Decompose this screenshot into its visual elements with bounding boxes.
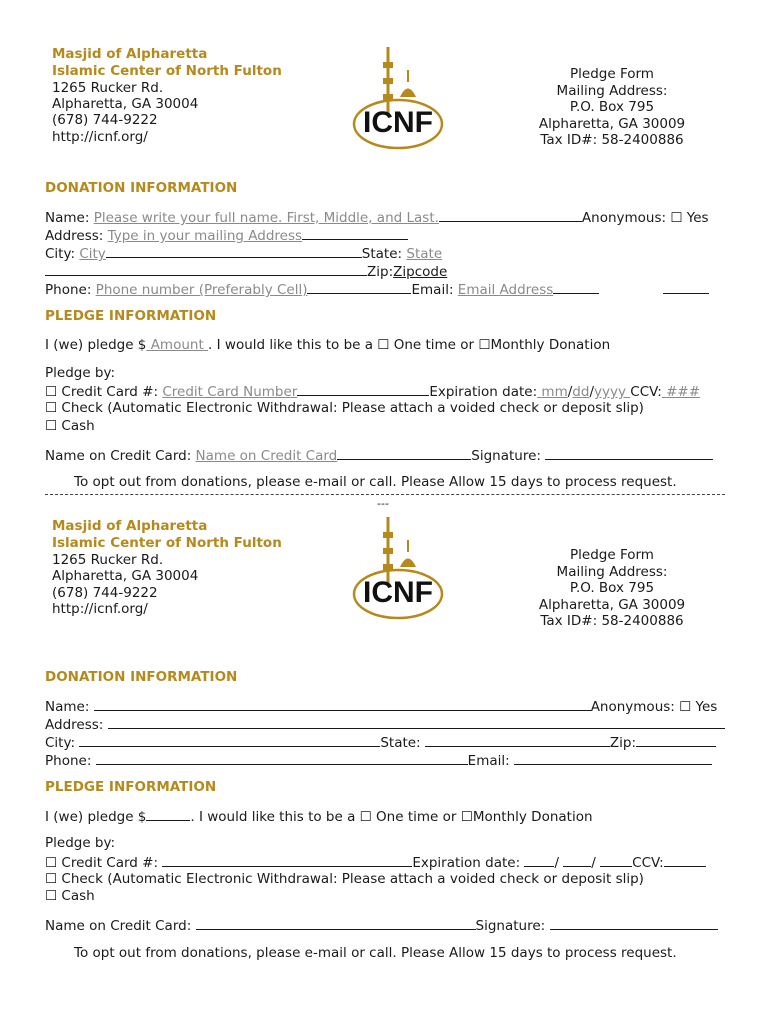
exp-month-field-2[interactable] — [524, 853, 554, 867]
org-city-2: Alpharetta, GA 30004 — [52, 568, 199, 584]
pledge-prefix-2: I (we) pledge $ — [45, 809, 147, 825]
name-label-2: Name: — [45, 699, 90, 715]
address-row — [45, 226, 408, 245]
zip-row — [45, 262, 447, 281]
pledge-row — [45, 337, 610, 354]
name-on-card-field[interactable]: Name on Credit Card — [195, 448, 338, 464]
address-label-2: Address: — [45, 717, 104, 733]
zip-field-2[interactable] — [636, 733, 716, 747]
city-label: City: — [45, 246, 76, 262]
pledge-heading-2: PLEDGE INFORMATION — [45, 779, 217, 795]
credit-card-checkbox[interactable]: ☐ Credit Card #: — [45, 384, 159, 400]
phone-email-row — [45, 280, 709, 299]
city-field[interactable]: City — [79, 246, 106, 262]
exp-year-field[interactable]: yyyy — [594, 384, 626, 400]
cash-option-2[interactable]: ☐ Cash — [45, 888, 95, 904]
pledge-by-label-2: Pledge by: — [45, 835, 116, 851]
org-phone: (678) 744-9222 — [52, 112, 158, 128]
address-label: Address: — [45, 228, 104, 244]
opt-out-note: To opt out from donations, please e-mail or call. Please Allow 15 days to process request. — [74, 474, 677, 490]
amount-field[interactable]: Amount — [146, 337, 209, 353]
signature-field[interactable] — [545, 446, 713, 460]
org-name: Masjid of Alpharetta — [52, 46, 208, 62]
credit-card-row: ☐ Credit Card #: Credit Card Number Expiration date: mm/dd/yyyy CCV: ### — [45, 384, 701, 400]
name-on-card-field-2[interactable] — [196, 916, 476, 930]
check-option[interactable]: ☐ Check (Automatic Electronic Withdrawal: Please attach a voided check or deposit slip) — [45, 400, 644, 416]
name-field-2[interactable] — [94, 697, 591, 711]
name-field[interactable]: Please write your full name. First, Middle, and Last. — [93, 210, 439, 226]
phone-label-2: Phone: — [45, 753, 92, 769]
email-label: Email: — [411, 282, 454, 298]
city-field-2[interactable] — [79, 733, 380, 747]
org-phone-2: (678) 744-9222 — [52, 585, 158, 601]
name-label: Name: — [45, 210, 90, 226]
anonymous-checkbox-2[interactable]: Anonymous: ☐ Yes — [590, 699, 718, 715]
exp-day-field[interactable]: dd — [572, 384, 590, 400]
email-field[interactable]: Email Address — [457, 282, 554, 298]
pledge-row-2 — [45, 807, 593, 826]
pledge-by-label: Pledge by: — [45, 365, 116, 381]
phone-field[interactable]: Phone number (Preferably Cell) — [95, 282, 308, 298]
mailing-city-2: Alpharetta, GA 30009 — [538, 597, 686, 613]
org-subname: Islamic Center of North Fulton — [52, 63, 282, 79]
icnf-logo-icon — [348, 42, 448, 152]
address-field-2[interactable] — [108, 715, 725, 729]
check-option-2[interactable]: ☐ Check (Automatic Electronic Withdrawal: Please attach a voided check or deposit slip) — [45, 871, 644, 887]
tax-id: Tax ID#: 58-2400886 — [540, 132, 684, 148]
exp-day-field-2[interactable] — [563, 853, 591, 867]
org-street-2: 1265 Rucker Rd. — [52, 552, 164, 568]
cut-line-tail: --- — [377, 497, 389, 510]
org-url-2[interactable]: http://icnf.org/ — [52, 601, 148, 617]
zip-field[interactable]: Zipcode — [393, 264, 448, 280]
email-label-2: Email: — [467, 753, 510, 769]
address-field[interactable]: Type in your mailing Address — [107, 228, 303, 244]
cash-option[interactable]: ☐ Cash — [45, 418, 95, 434]
card-name-row — [45, 446, 713, 465]
phone-field-2[interactable] — [96, 751, 468, 765]
ccv-label-2: CCV: — [632, 855, 664, 871]
expiration-label: Expiration date: — [429, 384, 538, 400]
pledge-frequency[interactable]: . I would like this to be a ☐ One time or ☐Monthly Donation — [208, 337, 611, 353]
org-street: 1265 Rucker Rd. — [52, 80, 164, 96]
state-field[interactable]: State — [406, 246, 443, 262]
logo-text: ICNF — [363, 106, 433, 139]
credit-card-row-2: ☐ Credit Card #: Expiration date: / / CCV: — [45, 853, 706, 872]
anonymous-checkbox[interactable]: Anonymous: ☐ Yes — [581, 210, 709, 226]
zip-label: Zip: — [367, 264, 394, 280]
pledge-frequency-2[interactable]: . I would like this to be a ☐ One time or ☐Monthly Donation — [190, 809, 593, 825]
exp-year-field-2[interactable] — [600, 853, 632, 867]
state-label: State: — [361, 246, 403, 262]
signature-label: Signature: — [471, 448, 541, 464]
city-label-2: City: — [45, 735, 76, 751]
org-subname-2: Islamic Center of North Fulton — [52, 535, 282, 551]
name-row — [45, 208, 709, 227]
po-box-2: P.O. Box 795 — [569, 580, 655, 596]
opt-out-note-2: To opt out from donations, please e-mail or call. Please Allow 15 days to process request. — [74, 945, 677, 961]
signature-field-2[interactable] — [550, 916, 718, 930]
amount-field-2[interactable] — [146, 807, 190, 821]
card-name-row-2 — [45, 916, 718, 935]
logo-text-2: ICNF — [363, 576, 433, 609]
phone-label: Phone: — [45, 282, 92, 298]
zip-label-2: Zip: — [609, 735, 637, 751]
pledge-prefix: I (we) pledge $ — [45, 337, 147, 353]
signature-label-2: Signature: — [475, 918, 546, 934]
email-field-2[interactable] — [514, 751, 712, 765]
expiration-label-2: Expiration date: — [412, 855, 521, 871]
form-title-2: Pledge Form — [570, 547, 654, 563]
name-row-2 — [45, 697, 717, 716]
po-box: P.O. Box 795 — [569, 99, 655, 115]
donation-heading: DONATION INFORMATION — [45, 180, 238, 196]
name-on-card-label: Name on Credit Card: — [45, 448, 192, 464]
state-label-2: State: — [380, 735, 421, 751]
icnf-logo-icon — [348, 512, 448, 622]
ccv-label: CCV: — [630, 384, 662, 400]
ccv-field-2[interactable] — [664, 853, 706, 867]
state-field-2[interactable] — [425, 733, 610, 747]
mailing-city: Alpharetta, GA 30009 — [538, 116, 686, 132]
phone-row-2 — [45, 751, 712, 770]
city-state-row — [45, 244, 442, 263]
donation-heading-2: DONATION INFORMATION — [45, 669, 238, 685]
form-title: Pledge Form — [570, 66, 654, 82]
org-name-2: Masjid of Alpharetta — [52, 518, 208, 534]
mailing-label: Mailing Address: — [556, 83, 668, 99]
org-city: Alpharetta, GA 30004 — [52, 96, 199, 112]
city-row-2 — [45, 733, 716, 752]
ccv-field[interactable]: ### — [661, 384, 701, 400]
credit-card-checkbox-2[interactable]: ☐ Credit Card #: — [45, 855, 159, 871]
name-on-card-label-2: Name on Credit Card: — [45, 918, 192, 934]
tax-id-2: Tax ID#: 58-2400886 — [540, 613, 684, 629]
org-url[interactable]: http://icnf.org/ — [52, 129, 148, 145]
mailing-label-2: Mailing Address: — [556, 564, 668, 580]
pledge-heading: PLEDGE INFORMATION — [45, 308, 217, 324]
address-row-2 — [45, 715, 725, 734]
cut-line — [45, 494, 725, 495]
exp-month-field[interactable]: mm — [537, 384, 568, 400]
credit-card-field-2[interactable] — [162, 853, 412, 867]
credit-card-field[interactable]: Credit Card Number — [162, 384, 298, 400]
